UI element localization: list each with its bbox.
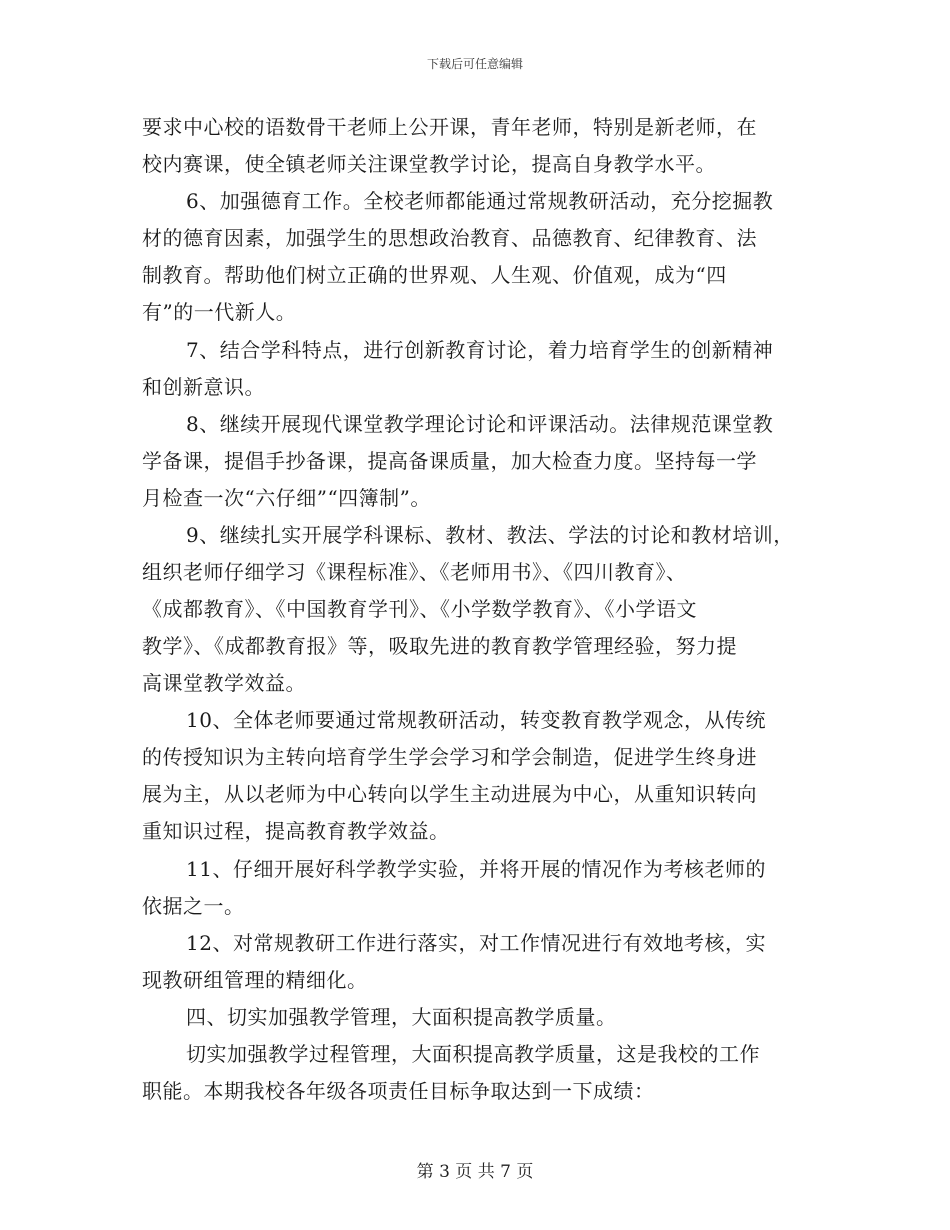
text-line: 教学》、《成都教育报》等，吸取先进的教育教学管理经验，努力提 — [142, 634, 737, 658]
text-line: 有”的一代新人。 — [142, 300, 297, 324]
text-line: 12、对常规教研工作进行落实，对工作情况进行有效地考核，实 — [186, 931, 766, 955]
text-line: 依据之一。 — [142, 894, 245, 918]
text-line: 9、继续扎实开展学科课标、教材、教法、学法的讨论和教材培训， — [186, 523, 794, 547]
text-line: 10、全体老师要通过常规教研活动，转变教育教学观念，从传统 — [186, 708, 766, 732]
text-line: 组织老师仔细学习《课程标准》、《老师用书》、《四川教育》、 — [142, 560, 687, 584]
text-line: 的传授知识为主转向培育学生学会学习和学会制造，促进学生终身进 — [142, 745, 757, 769]
page-header-note: 下载后可任意编辑 — [426, 57, 523, 71]
text-line: 《成都教育》、《中国教育学刊》、《小学数学教育》、《小学语文 — [142, 597, 697, 621]
text-line: 校内赛课，使全镇老师关注课堂教学讨论，提高自身教学水平。 — [142, 152, 716, 176]
section-heading: 四、切实加强教学管理，大面积提高教学质量。 — [186, 1005, 617, 1029]
text-line: 职能。本期我校各年级各项责任目标争取达到一下成绩： — [142, 1079, 655, 1103]
text-line: 月检查一次“六仔细”“四簿制”。 — [142, 486, 431, 510]
text-line: 8、继续开展现代课堂教学理论讨论和评课活动。法律规范课堂教 — [186, 412, 774, 436]
text-line: 高课堂教学效益。 — [142, 671, 306, 695]
text-line: 6、加强德育工作。全校老师都能通过常规教研活动，充分挖掘教 — [186, 189, 774, 213]
text-line: 11、仔细开展好科学教学实验，并将开展的情况作为考核老师的 — [186, 857, 766, 881]
text-line: 和创新意识。 — [142, 375, 265, 399]
text-line: 7、结合学科特点，进行创新教育讨论，着力培育学生的创新精神 — [186, 338, 774, 362]
text-line: 现教研组管理的精细化。 — [142, 968, 368, 992]
text-line: 重知识过程，提高教育教学效益。 — [142, 819, 450, 843]
text-line: 学备课，提倡手抄备课，提高备课质量，加大检查力度。坚持每一学 — [142, 449, 757, 473]
text-line: 展为主，从以老师为中心转向以学生主动进展为中心，从重知识转向 — [142, 782, 757, 806]
text-line: 要求中心校的语数骨干老师上公开课，青年老师，特别是新老师，在 — [142, 115, 757, 139]
text-line: 材的德育因素，加强学生的思想政治教育、品德教育、纪律教育、法 — [142, 226, 757, 250]
text-line: 切实加强教学过程管理，大面积提高教学质量，这是我校的工作 — [186, 1042, 760, 1066]
page-number-footer: 第 3 页 共 7 页 — [416, 1162, 534, 1182]
text-line: 制教育。帮助他们树立正确的世界观、人生观、价值观，成为“四 — [142, 263, 727, 287]
